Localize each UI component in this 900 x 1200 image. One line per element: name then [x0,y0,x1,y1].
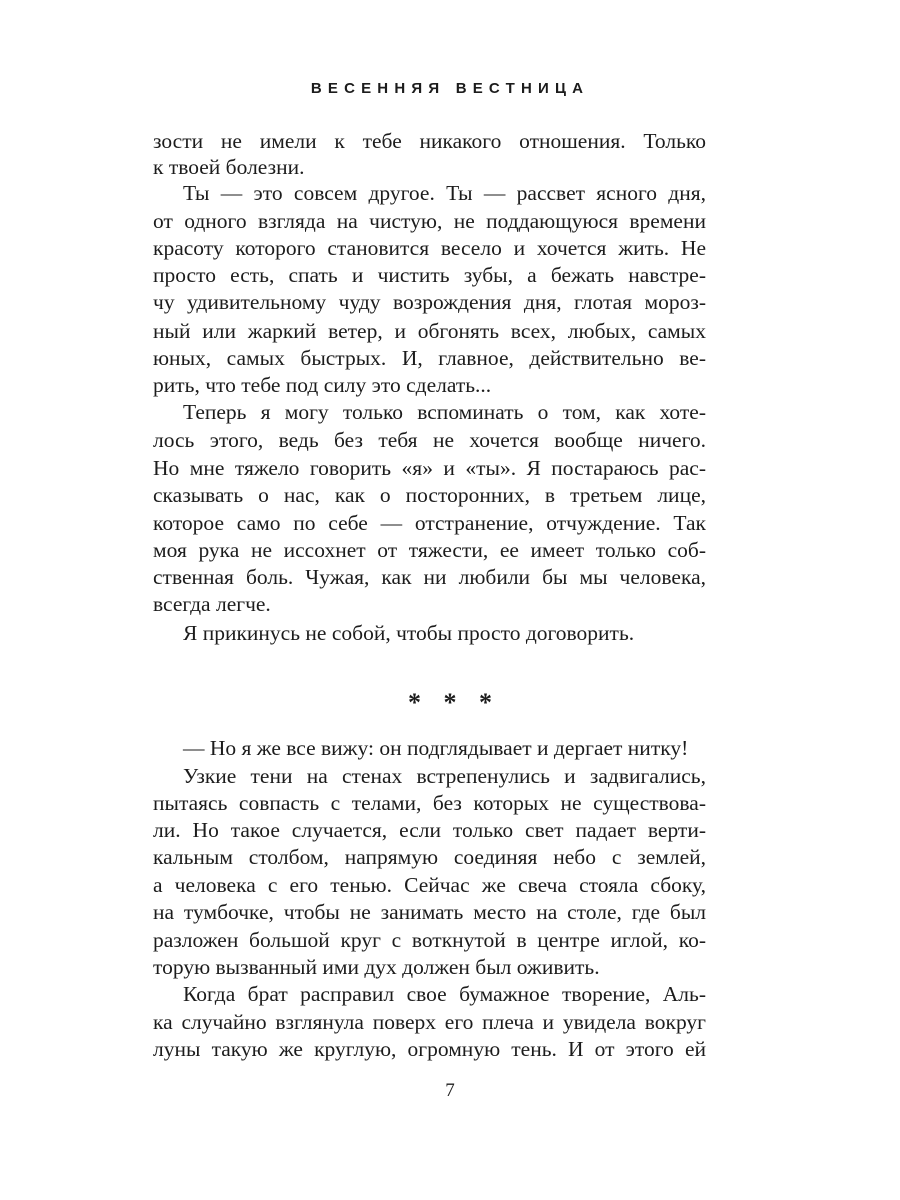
text-line: Узкие тени на стенах встрепенулись и задвигались, [183,764,706,788]
text-line: Ты — это совсем другое. Ты — рассвет ясного дня, [183,181,706,205]
text-line: кальным столбом, напрямую соединяя небо с землей, [153,845,706,869]
text-line: торую вызванный ими дух должен был оживить. [153,955,600,979]
text-line: зости не имели к тебе никакого отношения. Только [153,129,706,153]
text-line: ка случайно взглянула поверх его плеча и увидела вокруг [153,1010,706,1034]
text-line: чу удивительному чуду возрождения дня, глотая мороз- [153,290,706,314]
text-line: Теперь я могу только вспоминать о том, как хоте- [183,400,706,424]
separator-star: * [443,688,457,717]
text-line: рить, что тебе под силу это сделать... [153,373,492,397]
text-line: Когда брат расправил свое бумажное творение, Аль- [183,982,706,1006]
page-number: 7 [445,1080,455,1101]
text-line: лось этого, ведь без тебя не хочется вообще ничего. [153,428,706,452]
text-line: красоту которого становится весело и хочется жить. Не [153,236,706,260]
text-line: сказывать о нас, как о посторонних, в третьем лице, [153,483,706,507]
text-line: луны такую же круглую, огромную тень. И от этого ей [153,1037,706,1061]
text-line: всегда легче. [153,592,271,616]
text-line: ный или жаркий ветер, и обгонять всех, любых, самых [153,319,706,343]
text-line: Я прикинусь не собой, чтобы просто договорить. [183,621,635,645]
text-line: от одного взгляда на чистую, не поддающуюся времени [153,209,706,233]
separator-star: * [479,688,492,717]
text-line: а человека с его тенью. Сейчас же свеча стояла сбоку, [153,873,706,897]
text-line: ственная боль. Чужая, как ни любили бы мы человека, [153,565,706,589]
text-line: пытаясь совпасть с телами, без которых не существова- [153,791,706,815]
text-line: разложен большой круг с воткнутой в центре иглой, ко- [153,928,706,952]
text-line: ли. Но такое случается, если только свет падает верти- [153,818,706,842]
section-separator [0,688,900,718]
text-line: которое само по себе — отстранение, отчуждение. Так [153,511,706,535]
text-line: к твоей болезни. [153,155,305,179]
text-line: моя рука не иссохнет от тяжести, ее имеет только соб- [153,538,706,562]
text-line: юных, самых быстрых. И, главное, действительно ве- [153,346,706,370]
separator-star: * [408,688,421,717]
text-line: просто есть, спать и чистить зубы, а бежать навстре- [153,263,706,287]
text-line: — Но я же все вижу: он подглядывает и дергает нитку! [183,736,689,760]
text-line: Но мне тяжело говорить «я» и «ты». Я постараюсь рас- [153,456,706,480]
text-line: на тумбочке, чтобы не занимать место на столе, где был [153,900,706,924]
running-header: ВЕСЕННЯЯ ВЕСТНИЦА [310,80,590,97]
